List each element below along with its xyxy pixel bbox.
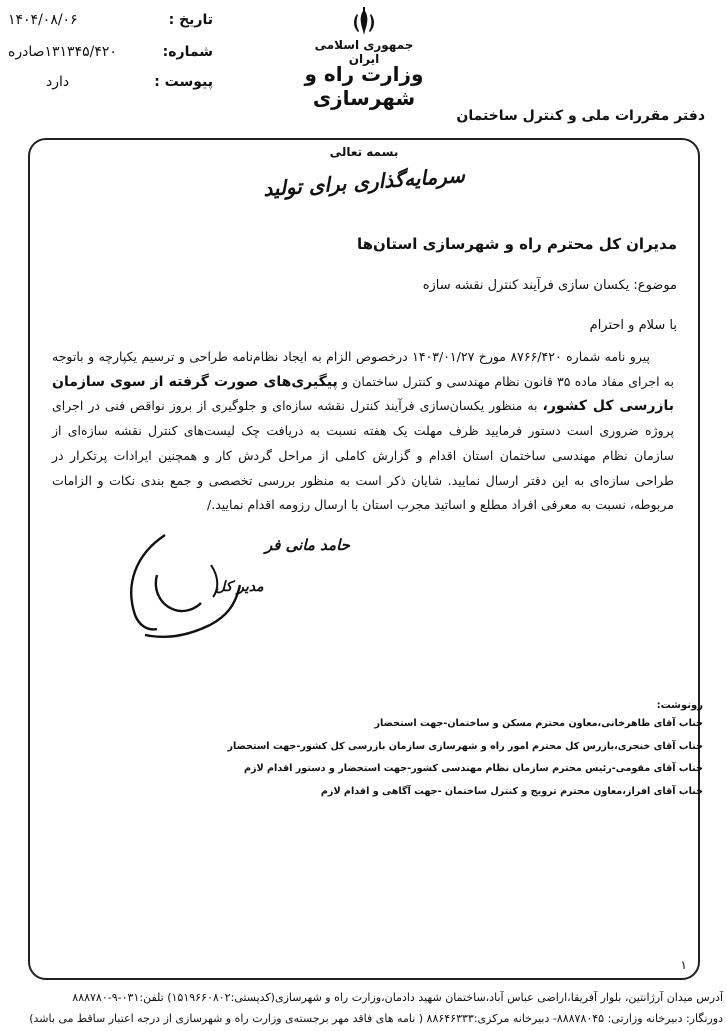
footer-address: آدرس میدان آرژانتین، بلوار آفریقا،اراضی عباس آباد،ساختمان شهید دادمان،وزارت راه و شهرسازی(کدپستی:۱۵۱۹۶۶۰۸۰۲) تلفن:۰۳۱-۹-۸۸۸۷۸۰ xyxy=(72,991,723,1004)
cc-title: رونوشت: xyxy=(656,700,703,711)
signature-name: حامد مانی فر xyxy=(265,536,350,554)
attachment-value: دارد xyxy=(46,74,70,90)
letter-body xyxy=(52,345,674,518)
cc-item: جناب آقای خنجری،بازرس کل محترم امور راه و شهرسازی سازمان بازرسی کل کشور-جهت استحضار xyxy=(227,740,703,752)
cc-item: جناب آقای مقومی-رئیس محترم سازمان نظام مهندسی کشور-جهت استحضار و دستور اقدام لازم xyxy=(243,763,703,774)
body-part-1: پیرو نامه شماره ۸۷۶۶/۴۲۰ مورخ ۱۴۰۳/۰۱/۲۷ درخصوص الزام به ایجاد نظام‌نامه طراحی و ترسیم یکپارچه و باتوجه به اجرای مفاد ماده ۳۵ قانون نظام مهندسی و کنترل ساختمان و xyxy=(52,349,674,389)
number-label: شماره: xyxy=(162,44,213,60)
republic-title: جمهوری اسلامی ایران xyxy=(314,38,414,66)
attachment-label: پیوست : xyxy=(154,74,213,90)
cc-item: جناب آقای افراز،معاون محترم ترویج و کنترل ساختمان -جهت آگاهی و اقدام لازم xyxy=(320,785,703,797)
ministry-title: وزارت راه و شهرسازی xyxy=(304,62,424,110)
attachment-row xyxy=(8,74,213,100)
cc-item: جناب آقای طاهرخانی،معاون محترم مسکن و ساختمان-جهت استحضار xyxy=(374,718,703,729)
number-row xyxy=(8,44,213,70)
date-label: تاریخ : xyxy=(168,12,213,28)
footer-fax: دورنگار: دبیرخانه وزارتی: ۸۸۸۷۸۰۴۵- دبیرخانه مرکزی:۸۸۶۴۶۳۳۳ ( نامه های فاقد مهر برجسته‌ی وزارت راه و شهرسازی از درجه اعتبار ساقط می باشد) xyxy=(29,1012,723,1025)
page-number: ۱ xyxy=(680,958,687,972)
subject: موضوع: یکسان سازی فرآیند کنترل نقشه سازه xyxy=(422,278,677,293)
number-value: ۱۳۱۳۴۵/۴۲۰صادره xyxy=(8,44,117,60)
body-part-2: به منظور یکسان‌سازی فرآیند کنترل نقشه سازه‌ای و جلوگیری از بروز نواقص فنی در اجرای پروژه ضروری است دستور فرمایید ظرف مهلت یک هفته نسبت به دریافت چک لیست‌های کنترل نقشه سازه‌ای از سازمان نظام مهندسی ساختمان استان اقدام و گزارش کاملی از مراحل گردش کار و همچنین ایرادات پرتکرار در طراحی سازه‌ای به این دفتر ارسال نمایید. شایان ذکر است به منظور بررسی تخصصی و جمع بندی نکات و الزامات مربوطه، نسبت به معرفی افراد مطلع و اساتید مجرب استان با ارسال رزومه اقدام نمایید./ xyxy=(52,398,674,513)
slogan: سرمایه‌گذاری برای تولید xyxy=(262,162,466,202)
basmala: بسمه تعالی xyxy=(329,145,399,159)
date-row xyxy=(8,12,213,38)
signature-title: مدیر کل xyxy=(215,579,264,595)
body-bold: پیگیری‌های صورت گرفته از سوی سازمان بازرسی کل کشور، xyxy=(52,373,674,415)
cc-list xyxy=(43,713,703,803)
signature xyxy=(115,525,350,650)
recipient: مدیران کل محترم راه و شهرسازی استان‌ها xyxy=(356,235,677,253)
greeting: با سلام و احترام xyxy=(589,318,677,333)
date-value: ۱۴۰۴/۰۸/۰۶ xyxy=(8,12,78,28)
iran-emblem-icon xyxy=(348,6,380,38)
office-title: دفتر مقررات ملی و کنترل ساختمان xyxy=(456,108,705,124)
